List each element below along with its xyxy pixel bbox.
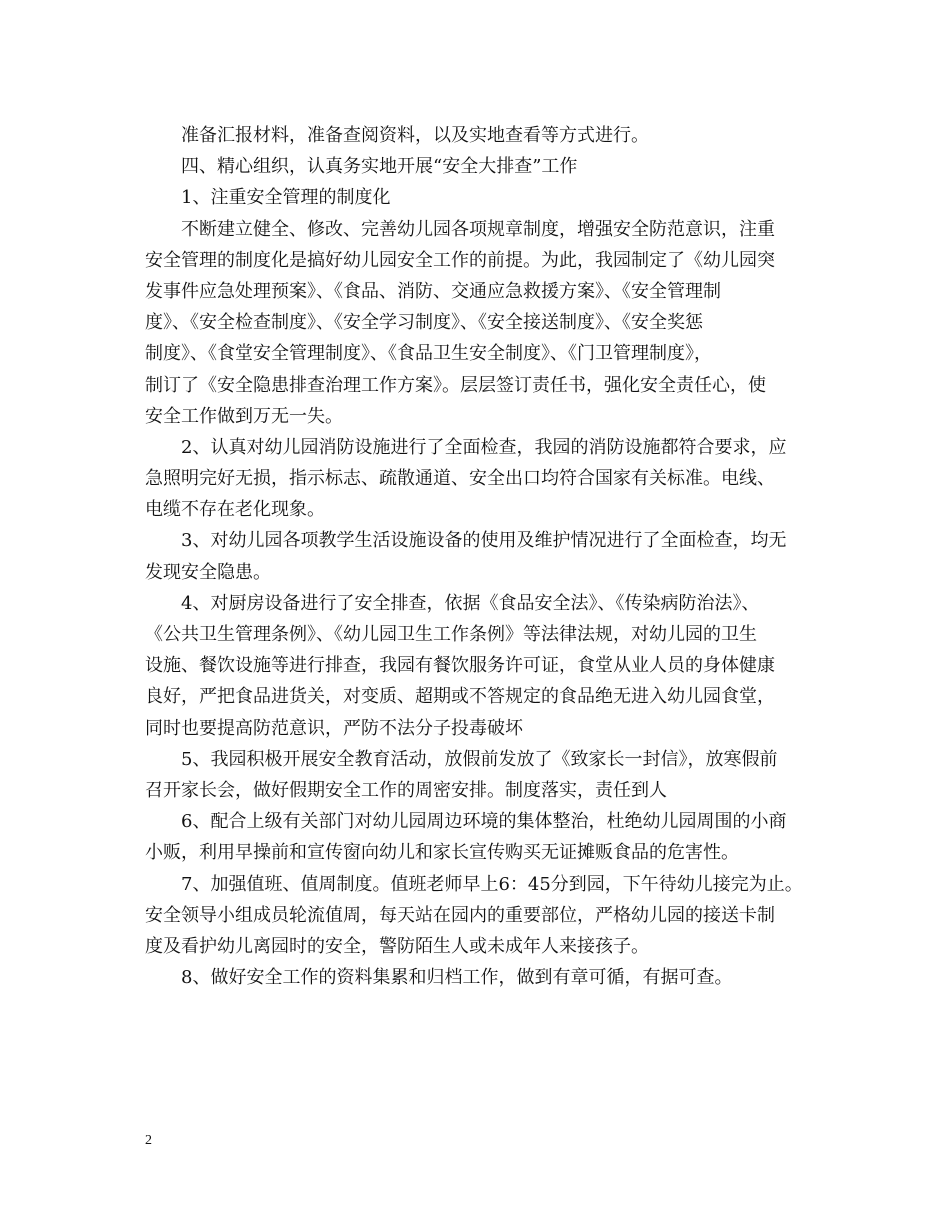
paragraph-line: 良好，严把食品进货关，对变质、超期或不答规定的食品绝无进入幼儿园食堂， bbox=[145, 686, 775, 708]
section-heading: 四、精心组织，认真务实地开展“安全大排查”工作 bbox=[181, 156, 578, 178]
paragraph-line: 安全工作做到万无一失。 bbox=[145, 405, 343, 427]
paragraph-line: 4、对厨房设备进行了安全排查，依据《食品安全法》、《传染病防治法》、 bbox=[181, 592, 760, 614]
paragraph-line: 发事件应急处理预案》、《食品、消防、交通应急救援方案》、《安全管理制 bbox=[145, 280, 721, 302]
paragraph-line: 不断建立健全、修改、完善幼儿园各项规章制度，增强安全防范意识，注重 bbox=[181, 218, 775, 240]
paragraph-line: 2、认真对幼儿园消防设施进行了全面检查，我园的消防设施都符合要求，应 bbox=[181, 436, 787, 458]
paragraph-line: 准备汇报材料，准备查阅资料，以及实地查看等方式进行。 bbox=[181, 125, 649, 146]
paragraph-line: 小贩，利用早操前和宣传窗向幼儿和家长宣传购买无证摊贩食品的危害性。 bbox=[145, 842, 739, 864]
paragraph-line: 同时也要提高防范意识，严防不法分子投毒破坏 bbox=[145, 717, 523, 739]
paragraph-line: 发现安全隐患。 bbox=[145, 561, 271, 583]
paragraph-line: 6、配合上级有关部门对幼儿园周边环境的集体整治，杜绝幼儿园周围的小商 bbox=[181, 811, 787, 833]
paragraph-line: 7、加强值班、值周制度。值班老师早上6：45分到园，下午待幼儿接完为止。 bbox=[181, 873, 803, 895]
paragraph-line: 设施、餐饮设施等进行排查，我园有餐饮服务许可证，食堂从业人员的身体健康 bbox=[145, 655, 775, 677]
paragraph-line: 召开家长会，做好假期安全工作的周密安排。制度落实，责任到人 bbox=[145, 779, 667, 801]
document-body bbox=[145, 120, 820, 993]
paragraph-line: 《公共卫生管理条例》、《幼儿园卫生工作条例》等法律法规，对幼儿园的卫生 bbox=[145, 624, 757, 645]
paragraph-line: 5、我园积极开展安全教育活动，放假前发放了《致家长一封信》，放寒假前 bbox=[181, 748, 778, 770]
page-number: 2 bbox=[145, 1133, 152, 1148]
paragraph-line: 安全管理的制度化是搞好幼儿园安全工作的前提。为此，我园制定了《幼儿园突 bbox=[145, 249, 775, 271]
paragraph-line: 3、对幼儿园各项教学生活设施设备的使用及维护情况进行了全面检查，均无 bbox=[181, 530, 787, 552]
paragraph-line: 安全领导小组成员轮流值周，每天站在园内的重要部位，严格幼儿园的接送卡制 bbox=[145, 904, 775, 926]
paragraph-line: 制度》、《食堂安全管理制度》、《食品卫生安全制度》、《门卫管理制度》， bbox=[145, 343, 712, 365]
subsection-heading: 1、注重安全管理的制度化 bbox=[181, 187, 391, 209]
paragraph-line: 急照明完好无损，指示标志、疏散通道、安全出口均符合国家有关标准。电线、 bbox=[145, 468, 775, 490]
paragraph-line: 度》、《安全检查制度》、《安全学习制度》、《安全接送制度》、《安全奖惩 bbox=[145, 312, 703, 334]
paragraph-line: 制订了《安全隐患排查治理工作方案》。层层签订责任书，强化安全责任心，使 bbox=[145, 374, 766, 396]
paragraph-line: 度及看护幼儿离园时的安全，警防陌生人或未成年人来接孩子。 bbox=[145, 935, 649, 957]
paragraph-line: 电缆不存在老化现象。 bbox=[145, 499, 325, 521]
paragraph-line: 8、做好安全工作的资料集累和归档工作，做到有章可循，有据可查。 bbox=[181, 967, 733, 989]
